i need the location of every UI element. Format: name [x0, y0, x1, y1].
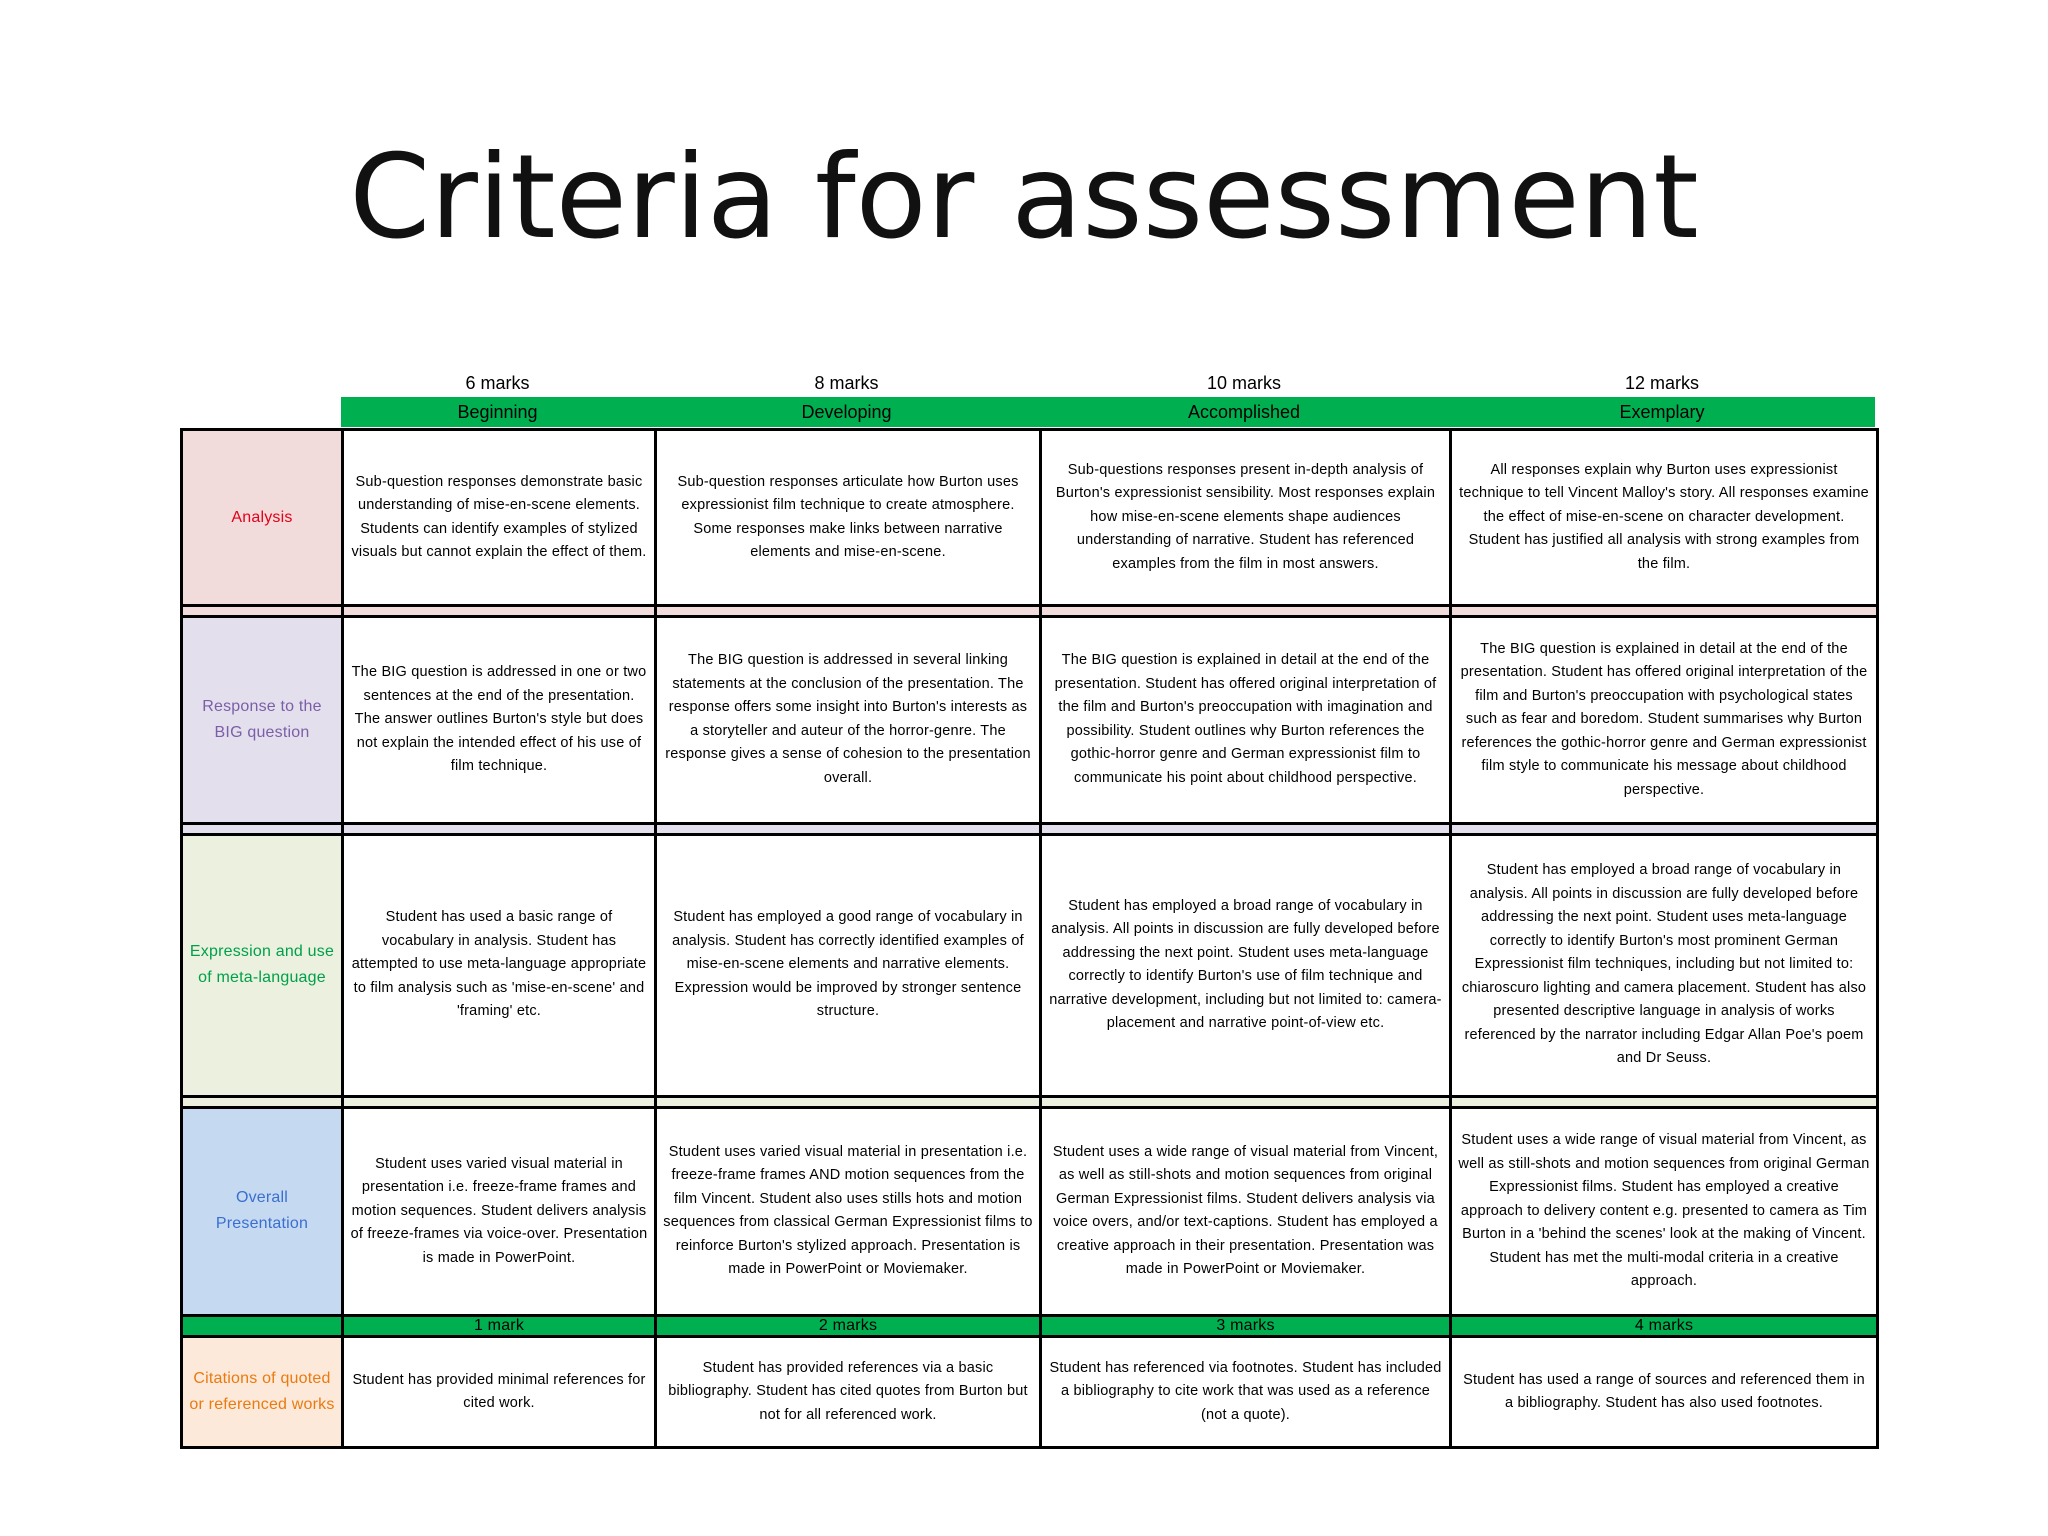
row-separator: [182, 606, 1878, 617]
rubric-cell: Student has provided minimal references for cited work.: [343, 1337, 656, 1448]
criterion-analysis: Analysis: [182, 430, 343, 606]
rubric-cell: Student uses a wide range of visual material from Vincent, as well as still-shots and motion sequences from original German Expressionist films. Student has employed a creative approach to delivery content e.g. presented to camera as Tim Burton in a 'behind the scenes' look at the making of Vincent. Student has met the multi-modal criteria in a creative approach.: [1451, 1107, 1878, 1315]
criterion-expression: Expression and use of meta-language: [182, 834, 343, 1096]
rubric-cell: The BIG question is explained in detail at the end of the presentation. Student has offered original interpretation of the film and Burton's preoccupation with psychological states such as fear and boredom. Student summarises why Burton references the gothic-horror genre and German expressionist film style to communicate his message about childhood perspective.: [1451, 617, 1878, 823]
rubric-cell: Student has employed a good range of vocabulary in analysis. Student has correctly identified examples of mise-en-scene elements and narrative elements. Expression would be improved by stronger sentence structure.: [656, 834, 1041, 1096]
citation-mark-2: 2 marks: [656, 1316, 1041, 1337]
rubric-row-response: [182, 617, 1878, 823]
row-separator: [182, 823, 1878, 834]
rubric-cell: Student has used a basic range of vocabulary in analysis. Student has attempted to use meta-language appropriate to film analysis such as 'mise-en-scene' and 'framing' etc.: [343, 834, 656, 1096]
slide-title: Criteria for assessment: [349, 130, 1699, 265]
rubric-cell: Student has employed a broad range of vocabulary in analysis. All points in discussion are fully developed before addressing the next point. Student uses meta-language correctly to identify Burton's use of film technique and narrative development, including but not limited to: camera-placement and narrative point-of-view etc.: [1041, 834, 1451, 1096]
citation-mark-4: 4 marks: [1451, 1316, 1878, 1337]
level-developing: Developing: [801, 402, 892, 422]
rubric-row-expression: [182, 834, 1878, 1096]
rubric-cell: Student has provided references via a basic bibliography. Student has cited quotes from Burton but not for all referenced work.: [656, 1337, 1041, 1448]
rubric-cell: Student uses varied visual material in presentation i.e. freeze-frame frames and motion sequences. Student delivers analysis of freeze-frames via voice-over. Presentation is made in PowerPoint.: [343, 1107, 656, 1315]
criterion-response-big-question: Response to the BIG question: [182, 617, 343, 823]
row-separator: [182, 1096, 1878, 1107]
rubric-cell: Sub-question responses articulate how Burton uses expressionist film technique to create atmosphere. Some responses make links between narrative elements and mise-en-scene.: [656, 430, 1041, 606]
citations-marks-row: [182, 1316, 1878, 1337]
rubric-cell: Sub-questions responses present in-depth analysis of Burton's expressionist sensibility. Most responses explain how mise-en-scene elements shape audiences understanding of narrative. Student has referenced examples from the film in most answers.: [1041, 430, 1451, 606]
rubric-cell: The BIG question is addressed in one or two sentences at the end of the presentation. The answer outlines Burton's style but does not explain the intended effect of his use of film technique.: [343, 617, 656, 823]
rubric-cell: The BIG question is explained in detail at the end of the presentation. Student has offered original interpretation of the film and Burton's preoccupation with imagination and possibility. Student outlines why Burton references the gothic-horror genre and German expressionist film to communicate his point about childhood perspective.: [1041, 617, 1451, 823]
criterion-citations: Citations of quoted or referenced works: [182, 1337, 343, 1448]
marks-header-accomplished: 10 marks: [1206, 373, 1282, 393]
level-accomplished: Accomplished: [1187, 402, 1301, 422]
citation-mark-1: 1 mark: [343, 1316, 656, 1337]
rubric-row-citations: [182, 1337, 1878, 1448]
rubric-cell: Sub-question responses demonstrate basic understanding of mise-en-scene elements. Students can identify examples of stylized visuals but cannot explain the effect of them.: [343, 430, 656, 606]
marks-header-developing: 8 marks: [814, 373, 879, 393]
rubric-cell: Student has employed a broad range of vocabulary in analysis. All points in discussion are fully developed before addressing the next point. Student uses meta-language correctly to identify Burton's most prominent German Expressionist film techniques, including but not limited to: chiaroscuro lighting and camera placement. Student has also presented descriptive language in analysis of works referenced by the narrator including Edgar Allan Poe's poem and Dr Seuss.: [1451, 834, 1878, 1096]
rubric-cell: The BIG question is addressed in several linking statements at the conclusion of the presentation. The response offers some insight into Burton's interests as a storyteller and auteur of the horror-genre. The response gives a sense of cohesion to the presentation overall.: [656, 617, 1041, 823]
rubric-row-analysis: [182, 430, 1878, 606]
marks-header-beginning: 6 marks: [465, 373, 530, 393]
rubric-cell: Student has referenced via footnotes. Student has included a bibliography to cite work that was used as a reference (not a quote).: [1041, 1337, 1451, 1448]
rubric-cell: Student has used a range of sources and referenced them in a bibliography. Student has also used footnotes.: [1451, 1337, 1878, 1448]
level-beginning: Beginning: [457, 402, 538, 422]
levels-header-row: [341, 397, 1875, 427]
assessment-rubric-table: [180, 428, 1879, 1449]
rubric-cell: All responses explain why Burton uses expressionist technique to tell Vincent Malloy's story. All responses examine the effect of mise-en-scene on character development. Student has justified all analysis with strong examples from the film.: [1451, 430, 1878, 606]
marks-header-row: [341, 370, 1875, 396]
rubric-row-overall: [182, 1107, 1878, 1315]
marks-header-exemplary: 12 marks: [1624, 373, 1700, 393]
rubric-cell: Student uses a wide range of visual material from Vincent, as well as still-shots and motion sequences from original German Expressionist films. Student delivers analysis via voice overs, and/or text-captions. Student has employed a creative approach in their presentation. Presentation was made in PowerPoint or Moviemaker.: [1041, 1107, 1451, 1315]
citation-mark-3: 3 marks: [1041, 1316, 1451, 1337]
criterion-overall-presentation: Overall Presentation: [182, 1107, 343, 1315]
rubric-cell: Student uses varied visual material in presentation i.e. freeze-frame frames AND motion sequences from the film Vincent. Student also uses stills hots and motion sequences from classical German Expressionist films to reinforce Burton's stylized approach. Presentation is made in PowerPoint or Moviemaker.: [656, 1107, 1041, 1315]
level-exemplary: Exemplary: [1619, 402, 1705, 422]
